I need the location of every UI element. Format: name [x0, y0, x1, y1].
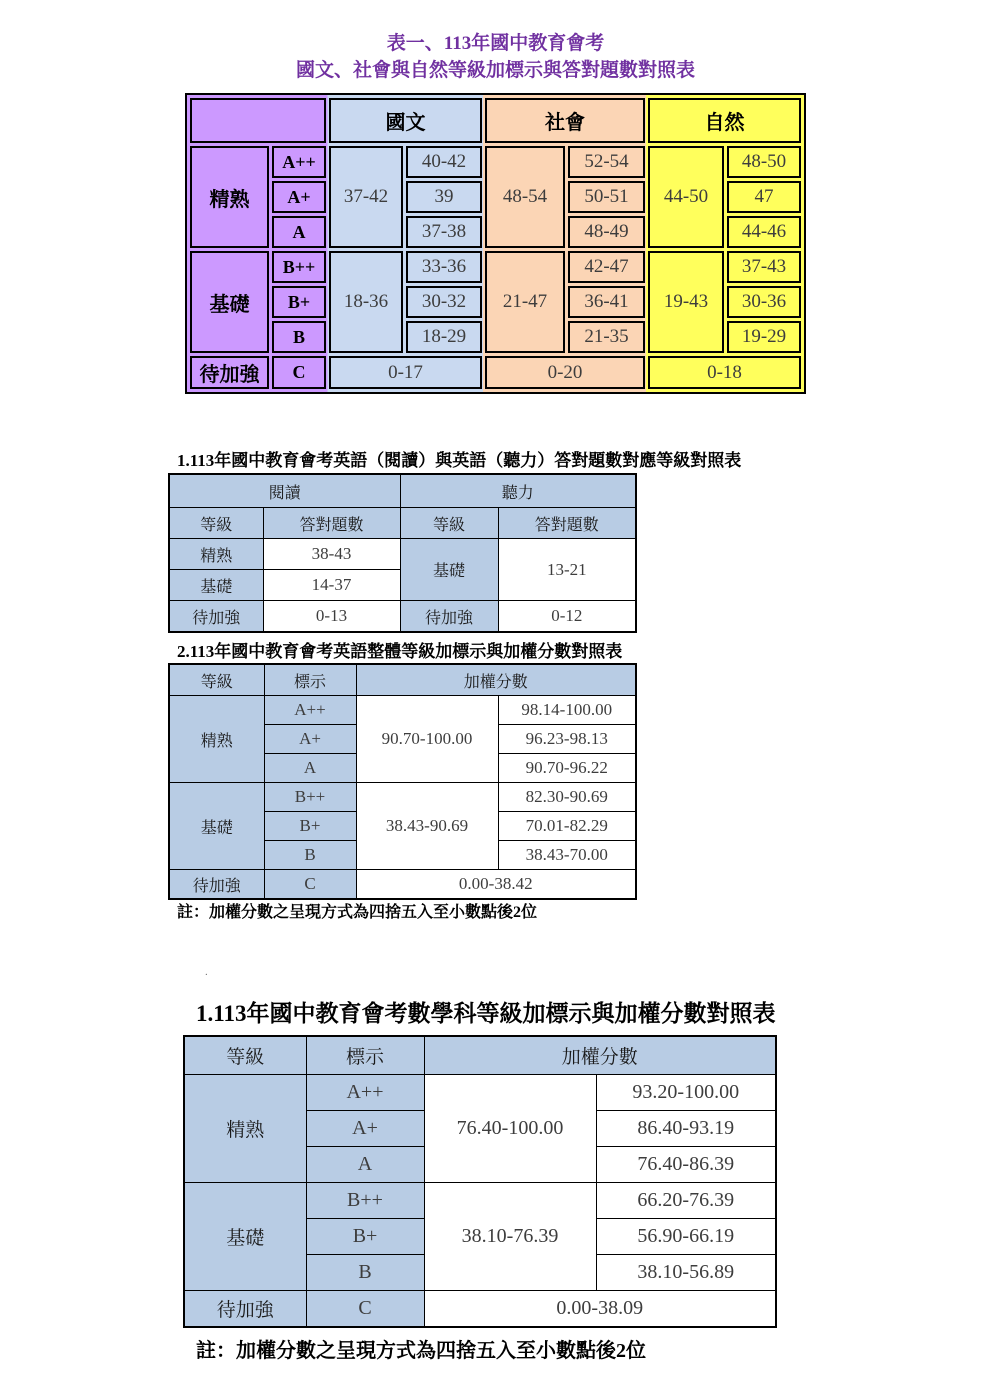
ap-score-range: 96.23-98.13 [498, 725, 636, 754]
table-row [184, 1036, 776, 1075]
chinese-basic-range: 18-36 [329, 251, 403, 353]
header-science: 自然 [648, 98, 801, 143]
listening-level-header: 等級 [400, 508, 498, 539]
table-row [190, 146, 801, 178]
english-note: 註：加權分數之呈現方式為四捨五入至小數點後2位 [177, 904, 538, 921]
bpp-score-range: 66.20-76.39 [596, 1183, 776, 1219]
listening-header: 聽力 [400, 474, 636, 508]
table-row [169, 783, 636, 812]
bp-score-range: 56.90-66.19 [596, 1219, 776, 1255]
math-table [183, 1035, 777, 1328]
reading-proficient-range: 38-43 [263, 539, 400, 570]
mark-a-plus-plus: A++ [264, 696, 356, 725]
main-subjects-table [185, 93, 806, 394]
chinese-app-range: 40-42 [406, 146, 482, 178]
mark-a: A [264, 754, 356, 783]
level-header: 等級 [169, 664, 264, 696]
basic-score-range: 38.10-76.39 [424, 1183, 596, 1291]
mark-b: B [306, 1255, 424, 1291]
mark-b-plus-plus: B++ [306, 1183, 424, 1219]
social-bp-range: 36-41 [568, 286, 645, 318]
mark-b-plus-plus: B++ [264, 783, 356, 812]
chinese-remedial-range: 0-17 [329, 356, 482, 389]
social-ap-range: 50-51 [568, 181, 645, 213]
chinese-proficient-range: 37-42 [329, 146, 403, 248]
science-bp-range: 30-36 [727, 286, 801, 318]
social-proficient-range: 48-54 [485, 146, 565, 248]
science-remedial-range: 0-18 [648, 356, 801, 389]
english-overall-table [168, 663, 637, 900]
listening-level-basic: 基礎 [400, 539, 498, 601]
english-rl-heading: 1.113年國中教育會考英語（閱讀）與英語（聽力）答對題數對應等級對照表 [177, 451, 742, 470]
table-row [169, 870, 636, 900]
mark-c: C [272, 356, 326, 389]
level-remedial: 待加強 [190, 356, 269, 389]
mark-a: A [306, 1147, 424, 1183]
basic-score-range: 38.43-90.69 [356, 783, 498, 870]
table-row [184, 1183, 776, 1219]
mark-b: B [272, 321, 326, 353]
listening-basic-range: 13-21 [498, 539, 636, 601]
mark-c: C [264, 870, 356, 900]
mark-header: 標示 [264, 664, 356, 696]
mark-a-plus-plus: A++ [306, 1075, 424, 1111]
reading-level-basic: 基礎 [169, 570, 263, 601]
mark-b: B [264, 841, 356, 870]
table-row [169, 539, 636, 570]
table-row [190, 356, 801, 389]
header-chinese: 國文 [329, 98, 482, 143]
mark-a-plus: A+ [264, 725, 356, 754]
social-app-range: 52-54 [568, 146, 645, 178]
bp-score-range: 70.01-82.29 [498, 812, 636, 841]
level-basic: 基礎 [184, 1183, 306, 1291]
b-score-range: 38.43-70.00 [498, 841, 636, 870]
table-row [169, 474, 636, 508]
a-score-range: 90.70-96.22 [498, 754, 636, 783]
mark-b-plus-plus: B++ [272, 251, 326, 283]
science-app-range: 48-50 [727, 146, 801, 178]
science-ap-range: 47 [727, 181, 801, 213]
level-basic: 基礎 [169, 783, 264, 870]
social-bpp-range: 42-47 [568, 251, 645, 283]
score-header: 加權分數 [356, 664, 636, 696]
mark-c: C [306, 1291, 424, 1328]
mark-header: 標示 [306, 1036, 424, 1075]
reading-basic-range: 14-37 [263, 570, 400, 601]
listening-count-header: 答對題數 [498, 508, 636, 539]
reading-remedial-range: 0-13 [263, 601, 400, 633]
chinese-b-range: 18-29 [406, 321, 482, 353]
level-basic: 基礎 [190, 251, 269, 353]
level-remedial: 待加強 [184, 1291, 306, 1328]
level-proficient: 精熟 [190, 146, 269, 248]
chinese-bp-range: 30-32 [406, 286, 482, 318]
english-rl-table [168, 473, 637, 633]
listening-level-remedial: 待加強 [400, 601, 498, 633]
mark-b-plus: B+ [272, 286, 326, 318]
reading-level-proficient: 精熟 [169, 539, 263, 570]
table-row [169, 508, 636, 539]
mark-b-plus: B+ [264, 812, 356, 841]
proficient-score-range: 90.70-100.00 [356, 696, 498, 783]
reading-header: 閱讀 [169, 474, 400, 508]
document-title-line2: 國文、社會與自然等級加標示與答對題數對照表 [295, 60, 695, 81]
header-social: 社會 [485, 98, 645, 143]
reading-level-header: 等級 [169, 508, 263, 539]
mark-a-plus: A+ [306, 1111, 424, 1147]
mark-a-plus-plus: A++ [272, 146, 326, 178]
social-basic-range: 21-47 [485, 251, 565, 353]
listening-remedial-range: 0-12 [498, 601, 636, 633]
english-overall-heading: 2.113年國中教育會考英語整體等級加標示與加權分數對照表 [177, 642, 623, 661]
science-proficient-range: 44-50 [648, 146, 724, 248]
stray-mark: . [205, 966, 208, 978]
table-row [169, 696, 636, 725]
remedial-score-range: 0.00-38.09 [424, 1291, 776, 1328]
mark-b-plus: B+ [306, 1219, 424, 1255]
bpp-score-range: 82.30-90.69 [498, 783, 636, 812]
math-note: 註：加權分數之呈現方式為四捨五入至小數點後2位 [196, 1340, 646, 1362]
science-basic-range: 19-43 [648, 251, 724, 353]
ap-score-range: 86.40-93.19 [596, 1111, 776, 1147]
level-proficient: 精熟 [169, 696, 264, 783]
level-header: 等級 [184, 1036, 306, 1075]
level-proficient: 精熟 [184, 1075, 306, 1183]
social-b-range: 21-35 [568, 321, 645, 353]
science-bpp-range: 37-43 [727, 251, 801, 283]
chinese-bpp-range: 33-36 [406, 251, 482, 283]
science-a-range: 44-46 [727, 216, 801, 248]
social-a-range: 48-49 [568, 216, 645, 248]
proficient-score-range: 76.40-100.00 [424, 1075, 596, 1183]
level-remedial: 待加強 [169, 870, 264, 900]
app-score-range: 93.20-100.00 [596, 1075, 776, 1111]
reading-level-remedial: 待加強 [169, 601, 263, 633]
corner-cell [190, 98, 326, 143]
reading-count-header: 答對題數 [263, 508, 400, 539]
table-row [169, 601, 636, 633]
chinese-a-range: 37-38 [406, 216, 482, 248]
b-score-range: 38.10-56.89 [596, 1255, 776, 1291]
document-title-line1: 表一、113年國中教育會考 [386, 33, 605, 54]
science-b-range: 19-29 [727, 321, 801, 353]
social-remedial-range: 0-20 [485, 356, 645, 389]
math-heading: 1.113年國中教育會考數學科等級加標示與加權分數對照表 [196, 1001, 776, 1026]
mark-a-plus: A+ [272, 181, 326, 213]
mark-a: A [272, 216, 326, 248]
score-header: 加權分數 [424, 1036, 776, 1075]
table-row [184, 1291, 776, 1328]
document-title [185, 30, 806, 84]
app-score-range: 98.14-100.00 [498, 696, 636, 725]
chinese-ap-range: 39 [406, 181, 482, 213]
table-row [184, 1075, 776, 1111]
a-score-range: 76.40-86.39 [596, 1147, 776, 1183]
table-row [169, 664, 636, 696]
remedial-score-range: 0.00-38.42 [356, 870, 636, 900]
table-row [190, 98, 801, 143]
table-row [190, 251, 801, 283]
